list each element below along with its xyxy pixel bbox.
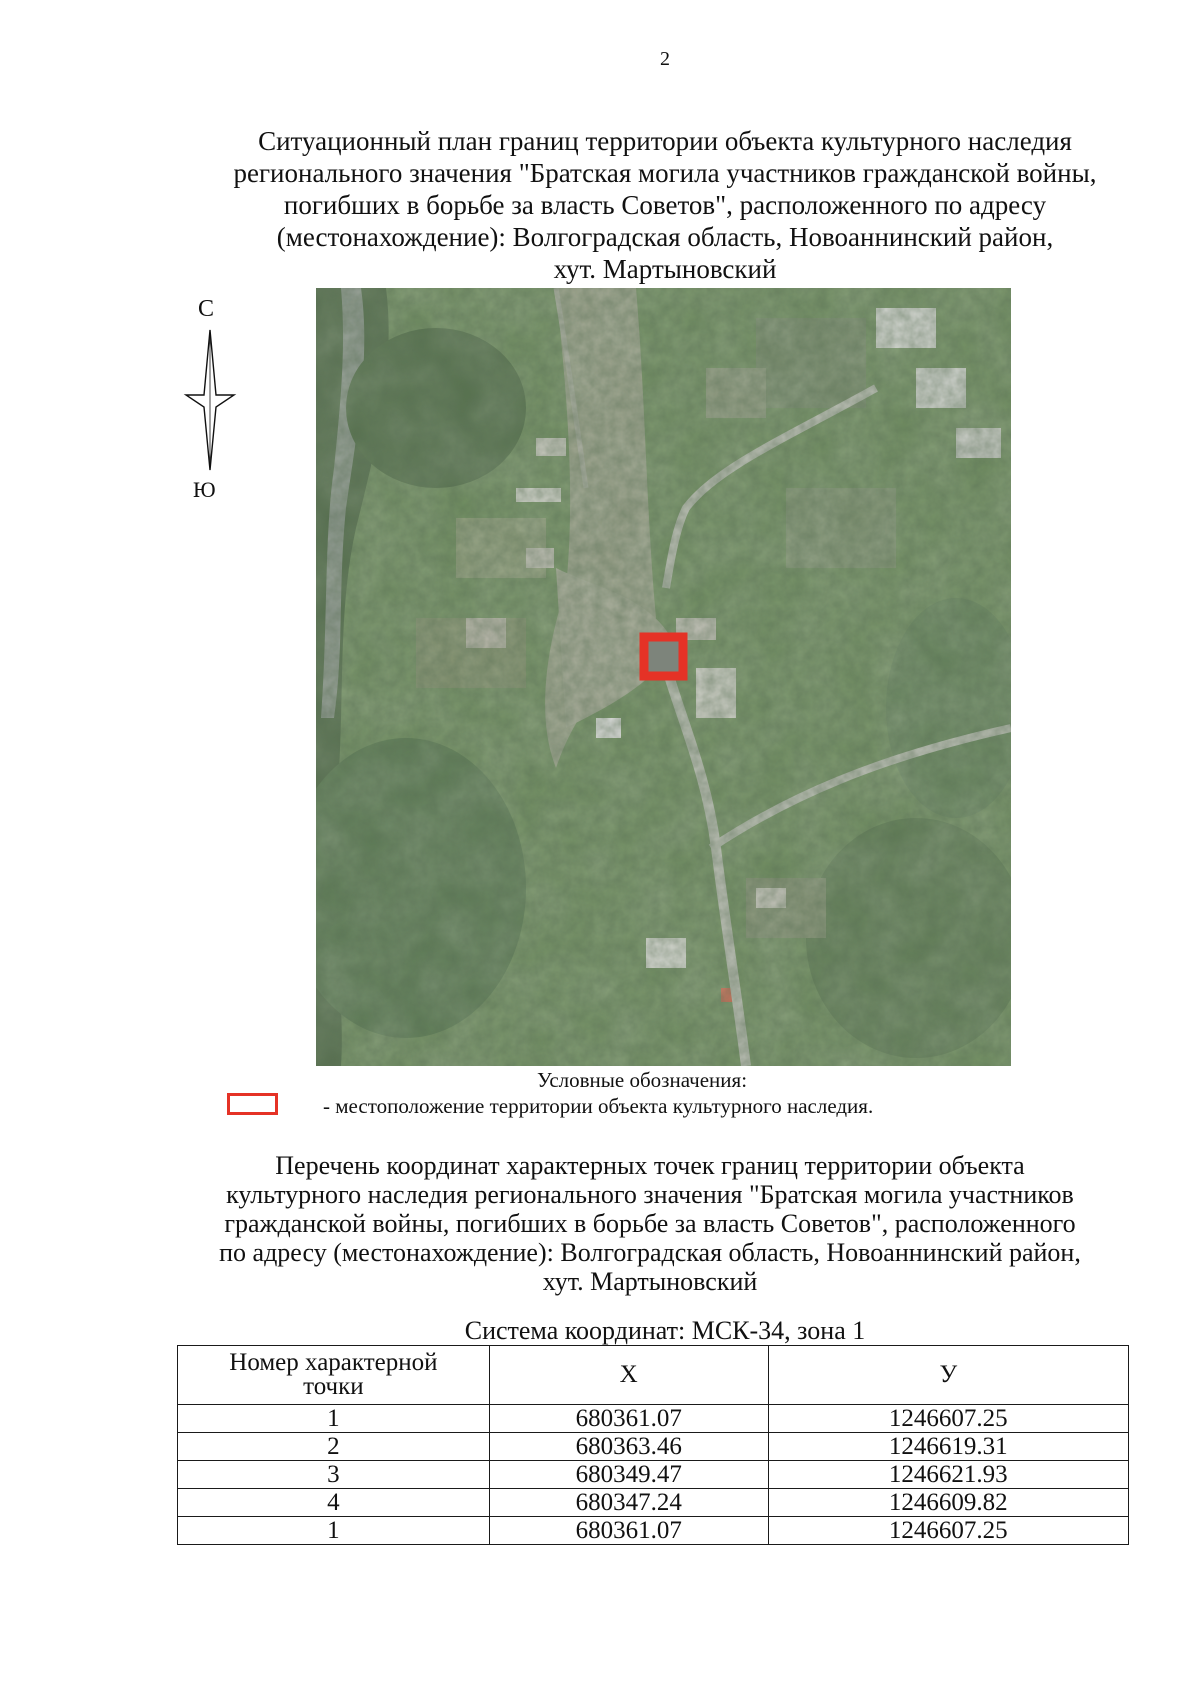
cell-x: 680363.46 (489, 1433, 768, 1461)
cell-point: 4 (178, 1489, 490, 1517)
coordinates-list-title-line: Перечень координат характерных точек границ территории объекта (275, 1151, 1025, 1180)
plan-title-line: (местонахождение): Волгоградская область, Новоаннинский район, (276, 222, 1054, 252)
cell-point: 2 (178, 1433, 490, 1461)
coordinates-list-title (150, 1151, 1150, 1296)
cell-point: 1 (178, 1517, 490, 1545)
table-row (178, 1405, 1129, 1433)
header-y: У (768, 1346, 1128, 1405)
table-row (178, 1433, 1129, 1461)
table-row (178, 1489, 1129, 1517)
coordinates-list-title-line: культурного наследия регионального значения "Братская могила участников (226, 1180, 1074, 1209)
coordinates-list-title-line: по адресу (местонахождение): Волгоградская область, Новоаннинский район, (219, 1238, 1081, 1267)
plan-title-line: Ситуационный план границ территории объекта культурного наследия (258, 126, 1072, 156)
legend-item-text: - местоположение территории объекта культурного наследия. (323, 1094, 874, 1118)
cell-y: 1246619.31 (768, 1433, 1128, 1461)
page-number: 2 (660, 48, 670, 70)
cell-point: 3 (178, 1461, 490, 1489)
coordinates-table (177, 1345, 1129, 1545)
header-point-number-line: Номер характерной (229, 1349, 438, 1376)
compass-south-label: Ю (193, 477, 216, 502)
satellite-map-image (316, 288, 1011, 1066)
table-row (178, 1461, 1129, 1489)
plan-title-line: регионального значения "Братская могила участников гражданской войны, (233, 158, 1097, 188)
compass-north-label: С (198, 296, 215, 322)
cell-y: 1246621.93 (768, 1461, 1128, 1489)
plan-title-line: хут. Мартыновский (553, 254, 777, 284)
header-point-number-line: точки (303, 1373, 364, 1400)
header-point-number (178, 1346, 490, 1405)
table-row (178, 1517, 1129, 1545)
header-x: X (489, 1346, 768, 1405)
cell-point: 1 (178, 1405, 490, 1433)
cell-x: 680349.47 (489, 1461, 768, 1489)
coordinate-system-label: Система координат: МСК-34, зона 1 (464, 1316, 866, 1345)
cell-x: 680361.07 (489, 1405, 768, 1433)
cell-x: 680361.07 (489, 1517, 768, 1545)
cell-y: 1246607.25 (768, 1405, 1128, 1433)
cell-x: 680347.24 (489, 1489, 768, 1517)
cell-y: 1246607.25 (768, 1517, 1128, 1545)
north-arrow-icon (180, 295, 240, 505)
plan-title (170, 125, 1160, 285)
legend-title: Условные обозначения: (537, 1068, 748, 1092)
coordinates-list-title-line: хут. Мартыновский (542, 1267, 758, 1296)
table-header-row (178, 1346, 1129, 1405)
plan-title-line: погибших в борьбе за власть Советов", расположенного по адресу (283, 190, 1047, 220)
coordinates-list-title-line: гражданской войны, погибших в борьбе за власть Советов", расположенного (224, 1209, 1076, 1238)
legend-boundary-swatch (227, 1093, 278, 1115)
cell-y: 1246609.82 (768, 1489, 1128, 1517)
